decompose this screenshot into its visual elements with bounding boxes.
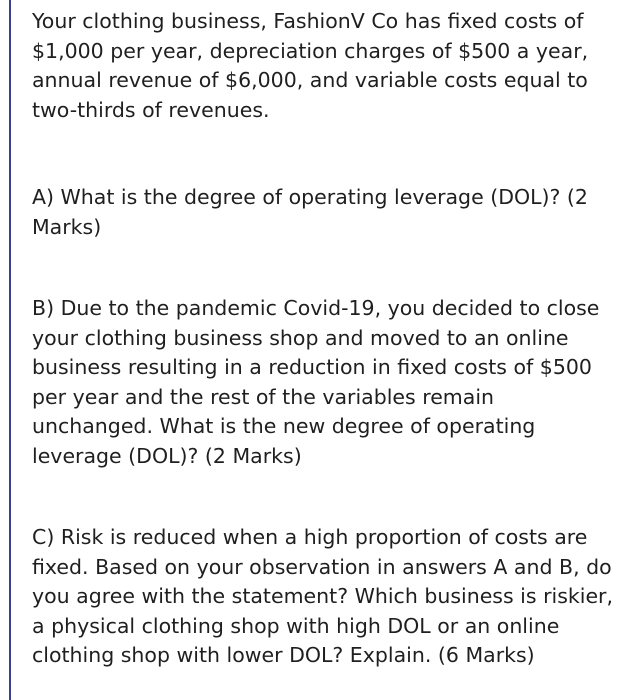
spacer	[32, 242, 622, 294]
question-part-b: B) Due to the pandemic Covid-19, you decided to close your clothing business shop and moved to an online business resulting in a reduction in fixed costs of $500 per year and the rest of the variables remain unchanged. What is the new degree of operating leverage (DOL)? (2 Marks)	[32, 296, 600, 468]
question-part-c: C) Risk is reduced when a high proportion of costs are fixed. Based on your observation in answers A and B, do you agree with the statement? Which business is riskier, a physical clothing shop with high DOL or an online clothing shop with lower DOL? Explain. (6 Marks)	[32, 525, 614, 667]
question-intro: Your clothing business, FashionV Co has fixed costs of $1,000 per year, depreciation charges of $500 a year, annual revenue of $6,000, and variable costs equal to two-thirds of revenues.	[32, 9, 589, 122]
question-content	[32, 7, 622, 671]
spacer	[32, 125, 622, 183]
left-border-rule	[9, 0, 11, 700]
question-part-a: A) What is the degree of operating leverage (DOL)? (2 Marks)	[32, 185, 588, 239]
spacer	[32, 471, 622, 523]
